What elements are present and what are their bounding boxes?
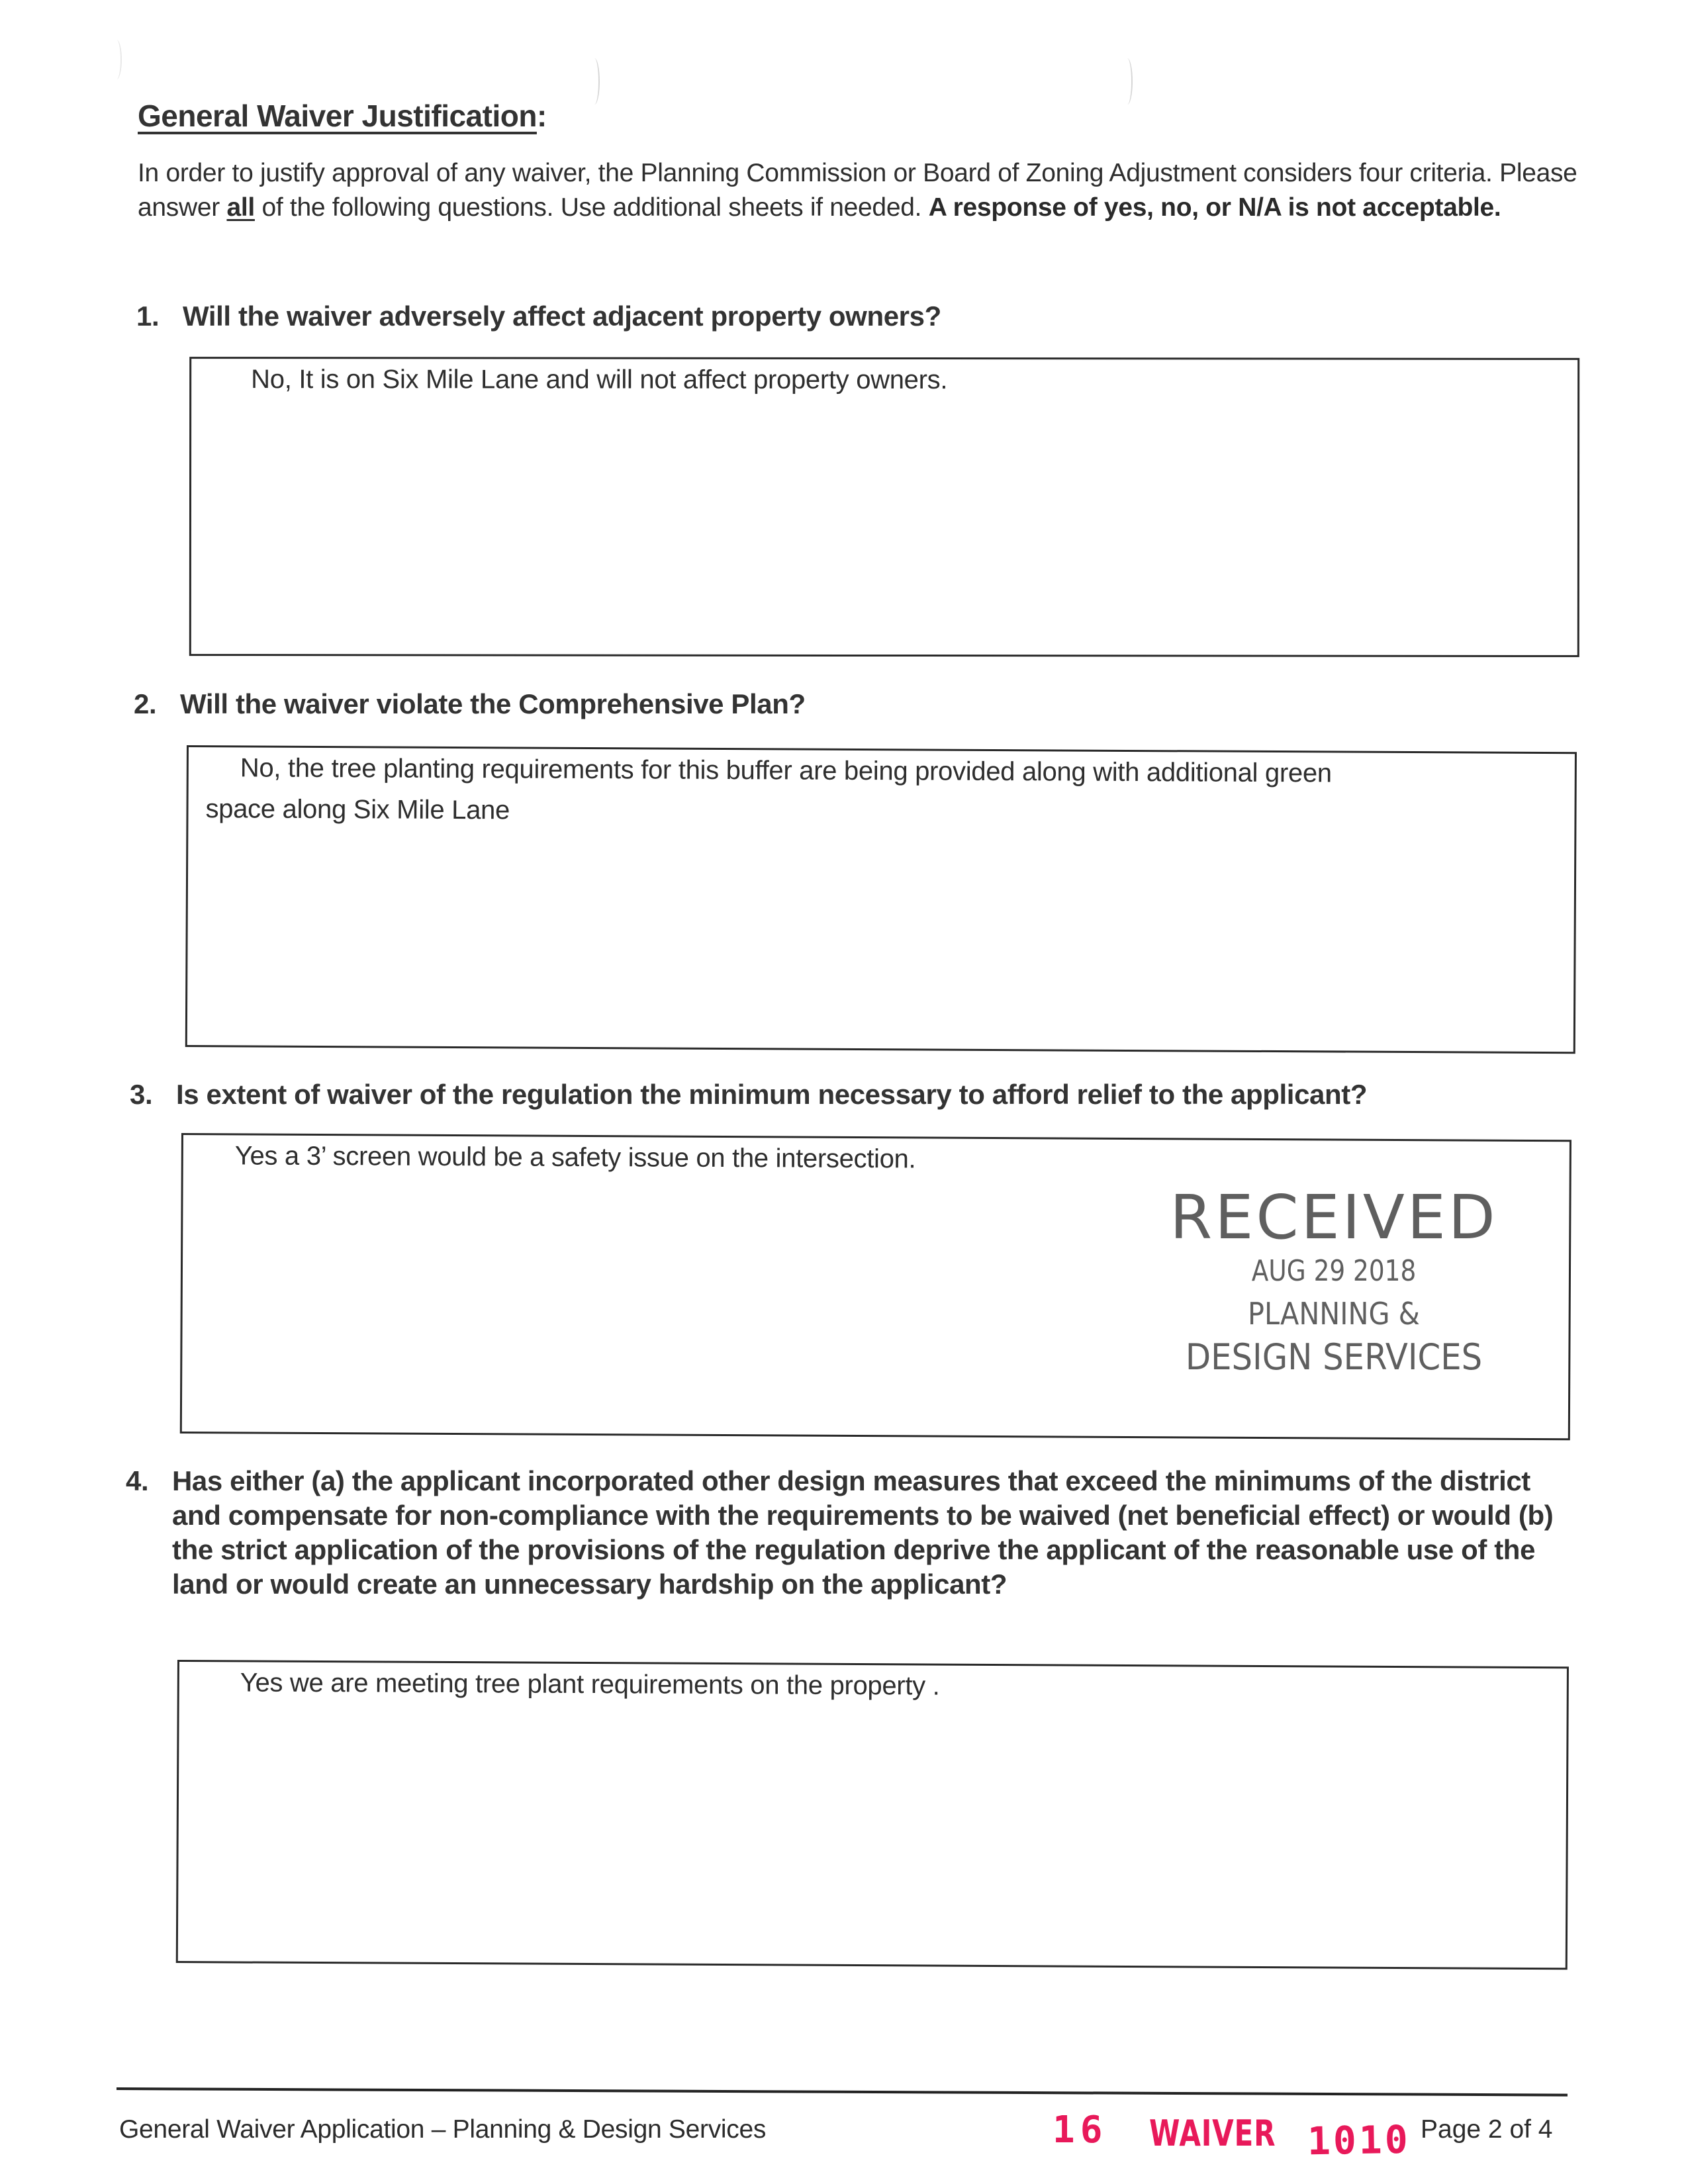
answer-1-text: No, It is on Six Mile Lane and will not affect property owners. — [251, 365, 948, 395]
question-3: 3. Is extent of waiver of the regulation the minimum necessary to afford relief to the applicant? — [130, 1079, 1368, 1110]
emphasis-all: all — [226, 193, 255, 222]
case-stamp-number: 1010 — [1307, 2116, 1411, 2164]
page-number: Page 2 of 4 — [1421, 2115, 1553, 2144]
received-stamp-label: RECEIVED — [1170, 1182, 1498, 1253]
scan-artifact — [1122, 58, 1133, 105]
section-title: General Waiver Justification: — [138, 99, 547, 133]
answer-box-2[interactable] — [185, 745, 1577, 1054]
footer-form-title: General Waiver Application – Planning & Design Services — [119, 2115, 767, 2144]
question-2: 2. Will the waiver violate the Comprehensive Plan? — [134, 688, 806, 719]
intro-paragraph: In order to justify approval of any waiver, the Planning Commission or Board of Zoning Adjustment considers four criteria. Please answer all of the following questions. Use additional sheets if needed. A response of yes, no, or N/A is not acceptable. — [138, 159, 1577, 222]
received-stamp-dept-line2: DESIGN SERVICES — [1185, 1336, 1483, 1378]
footer-divider — [117, 2087, 1568, 2097]
question-4: 4. Has either (a) the applicant incorporated other design measures that exceed the minimums of the district and compensate for non-compliance with the requirements to be waived (net beneficial effect) or would (b) the strict application of the provisions of the regulation deprive the applicant of the reasonable use of the land or would create an unnecessary hardship on the applicant? — [126, 1464, 1582, 1602]
question-1-text: Will the waiver adversely affect adjacent property owners? — [183, 300, 941, 332]
question-4-text: Has either (a) the applicant incorporated other design measures that exceed the minimums of the district and compensate for non-compliance with the requirements to be waived (net beneficial effect) or would (b) the strict application of the provisions of the regulation deprive the applicant of the reasonable use of the land or would create an unnecessary hardship on the applicant? — [172, 1465, 1554, 1600]
received-stamp — [1155, 1182, 1513, 1379]
answer-2-line2: space along Six Mile Lane — [205, 794, 510, 825]
received-stamp-dept-line1: PLANNING & — [1248, 1296, 1420, 1332]
scan-artifact — [111, 40, 122, 79]
answer-box-1[interactable] — [189, 357, 1579, 657]
question-1: 1. Will the waiver adversely affect adjacent property owners? — [136, 300, 941, 332]
section-title-text: General Waiver Justification — [138, 99, 537, 133]
scan-artifact — [589, 58, 600, 105]
received-stamp-date: AUG 29 2018 — [1251, 1254, 1417, 1288]
answer-4-text: Yes we are meeting tree plant requirements on the property . — [240, 1668, 940, 1701]
case-stamp-type: WAIVER — [1149, 2113, 1276, 2154]
question-3-text: Is extent of waiver of the regulation the minimum necessary to afford relief to the applicant? — [176, 1079, 1368, 1110]
question-2-text: Will the waiver violate the Comprehensive Plan? — [180, 688, 806, 719]
answer-3-text: Yes a 3’ screen would be a safety issue on the intersection. — [234, 1141, 916, 1174]
answer-box-4[interactable] — [176, 1660, 1569, 1970]
case-stamp-year: 16 — [1053, 2109, 1108, 2152]
bold-note: A response of yes, no, or N/A is not acceptable. — [928, 193, 1501, 222]
answer-2-line1: No, the tree planting requirements for this buffer are being provided along with additional green — [240, 753, 1332, 788]
